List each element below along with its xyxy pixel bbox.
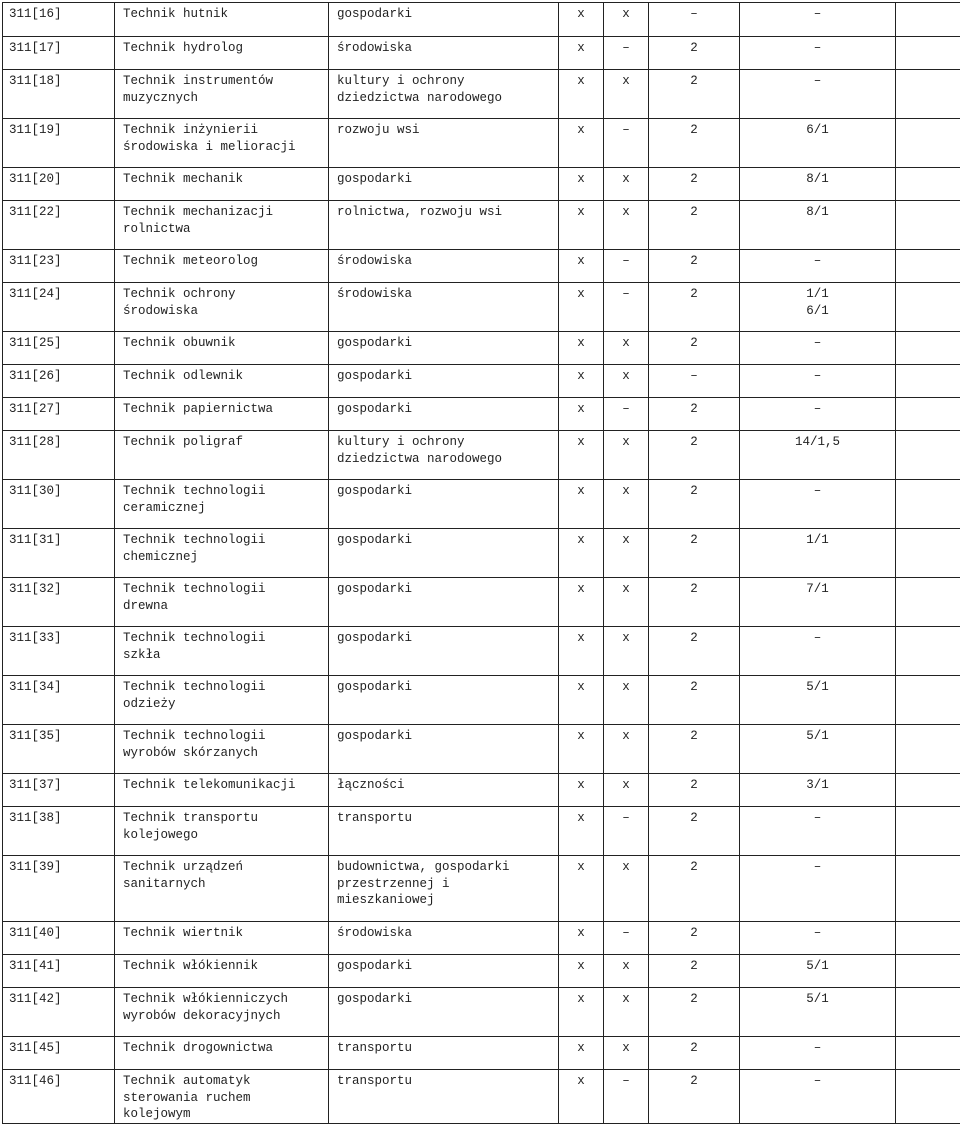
level-cell: 2 [649, 1070, 740, 1124]
extra-cell [896, 856, 960, 922]
flag-a-cell: x [559, 168, 604, 201]
code-cell: 311[16] [3, 3, 115, 37]
ratio-cell: – [740, 37, 896, 70]
code-cell: 311[23] [3, 250, 115, 283]
profession-name-cell: Technik automatyk sterowania ruchem kolejowym [115, 1070, 329, 1124]
flag-b-cell: x [604, 1037, 649, 1070]
ministry-cell: gospodarki [329, 529, 559, 578]
ministry-cell: łączności [329, 774, 559, 807]
flag-a-cell: x [559, 529, 604, 578]
table-row [3, 774, 960, 807]
flag-a-cell: x [559, 922, 604, 955]
profession-name-cell: Technik technologii wyrobów skórzanych [115, 725, 329, 774]
ratio-cell: 7/1 [740, 578, 896, 627]
table-row [3, 627, 960, 676]
ministry-cell: gospodarki [329, 578, 559, 627]
level-cell: 2 [649, 529, 740, 578]
table-row [3, 922, 960, 955]
level-cell: 2 [649, 119, 740, 168]
flag-b-cell: x [604, 201, 649, 250]
code-cell: 311[18] [3, 70, 115, 119]
extra-cell [896, 431, 960, 480]
level-cell: 2 [649, 332, 740, 365]
ratio-cell: 5/1 [740, 955, 896, 988]
extra-cell [896, 70, 960, 119]
extra-cell [896, 398, 960, 431]
flag-a-cell: x [559, 955, 604, 988]
extra-cell [896, 529, 960, 578]
level-cell: – [649, 3, 740, 37]
code-cell: 311[46] [3, 1070, 115, 1124]
table-row [3, 807, 960, 856]
profession-name-cell: Technik technologii ceramicznej [115, 480, 329, 529]
level-cell: 2 [649, 725, 740, 774]
profession-name-cell: Technik odlewnik [115, 365, 329, 398]
flag-b-cell: – [604, 283, 649, 332]
level-cell: 2 [649, 774, 740, 807]
level-cell: 2 [649, 480, 740, 529]
table-row [3, 119, 960, 168]
profession-name-cell: Technik poligraf [115, 431, 329, 480]
level-cell: 2 [649, 922, 740, 955]
level-cell: 2 [649, 37, 740, 70]
level-cell: 2 [649, 988, 740, 1037]
ratio-cell: – [740, 922, 896, 955]
table-row [3, 1070, 960, 1124]
extra-cell [896, 168, 960, 201]
ministry-cell: budownictwa, gospodarki przestrzennej i mieszkaniowej [329, 856, 559, 922]
flag-b-cell: x [604, 70, 649, 119]
code-cell: 311[37] [3, 774, 115, 807]
profession-name-cell: Technik mechanik [115, 168, 329, 201]
table-row [3, 398, 960, 431]
ratio-cell: 5/1 [740, 725, 896, 774]
ministry-cell: gospodarki [329, 955, 559, 988]
profession-name-cell: Technik hutnik [115, 3, 329, 37]
level-cell: 2 [649, 70, 740, 119]
ratio-cell: 5/1 [740, 988, 896, 1037]
table-row [3, 168, 960, 201]
ratio-cell: – [740, 3, 896, 37]
profession-name-cell: Technik urządzeń sanitarnych [115, 856, 329, 922]
profession-name-cell: Technik technologii drewna [115, 578, 329, 627]
level-cell: – [649, 365, 740, 398]
ratio-cell: – [740, 807, 896, 856]
table-row [3, 431, 960, 480]
table-row [3, 3, 960, 37]
table-row [3, 725, 960, 774]
ratio-cell: 5/1 [740, 676, 896, 725]
code-cell: 311[41] [3, 955, 115, 988]
profession-name-cell: Technik technologii odzieży [115, 676, 329, 725]
code-cell: 311[32] [3, 578, 115, 627]
flag-b-cell: x [604, 529, 649, 578]
table-body [3, 3, 960, 1124]
ministry-cell: gospodarki [329, 480, 559, 529]
flag-b-cell: x [604, 676, 649, 725]
ratio-cell: – [740, 1070, 896, 1124]
ministry-cell: transportu [329, 807, 559, 856]
ministry-cell: gospodarki [329, 332, 559, 365]
extra-cell [896, 283, 960, 332]
table-row [3, 332, 960, 365]
extra-cell [896, 250, 960, 283]
flag-a-cell: x [559, 119, 604, 168]
profession-name-cell: Technik telekomunikacji [115, 774, 329, 807]
extra-cell [896, 988, 960, 1037]
flag-b-cell: – [604, 1070, 649, 1124]
flag-a-cell: x [559, 250, 604, 283]
flag-a-cell: x [559, 70, 604, 119]
flag-b-cell: – [604, 37, 649, 70]
profession-name-cell: Technik transportu kolejowego [115, 807, 329, 856]
flag-a-cell: x [559, 332, 604, 365]
code-cell: 311[33] [3, 627, 115, 676]
flag-a-cell: x [559, 856, 604, 922]
table-row [3, 529, 960, 578]
profession-name-cell: Technik technologii chemicznej [115, 529, 329, 578]
ministry-cell: gospodarki [329, 168, 559, 201]
ratio-cell: – [740, 480, 896, 529]
flag-a-cell: x [559, 988, 604, 1037]
extra-cell [896, 332, 960, 365]
code-cell: 311[30] [3, 480, 115, 529]
extra-cell [896, 676, 960, 725]
level-cell: 2 [649, 250, 740, 283]
ratio-cell: – [740, 70, 896, 119]
ratio-cell: 1/1 [740, 529, 896, 578]
code-cell: 311[25] [3, 332, 115, 365]
profession-name-cell: Technik obuwnik [115, 332, 329, 365]
table-row [3, 1037, 960, 1070]
code-cell: 311[20] [3, 168, 115, 201]
flag-a-cell: x [559, 398, 604, 431]
ministry-cell: gospodarki [329, 398, 559, 431]
ministry-cell: gospodarki [329, 988, 559, 1037]
ministry-cell: środowiska [329, 922, 559, 955]
flag-b-cell: – [604, 807, 649, 856]
flag-b-cell: x [604, 578, 649, 627]
table-row [3, 480, 960, 529]
ratio-cell: – [740, 398, 896, 431]
flag-b-cell: – [604, 119, 649, 168]
flag-a-cell: x [559, 1070, 604, 1124]
flag-a-cell: x [559, 431, 604, 480]
extra-cell [896, 725, 960, 774]
table-row [3, 70, 960, 119]
extra-cell [896, 480, 960, 529]
profession-name-cell: Technik technologii szkła [115, 627, 329, 676]
extra-cell [896, 955, 960, 988]
flag-a-cell: x [559, 1037, 604, 1070]
flag-a-cell: x [559, 201, 604, 250]
profession-name-cell: Technik wiertnik [115, 922, 329, 955]
table-row [3, 676, 960, 725]
profession-name-cell: Technik inżynierii środowiska i melioracji [115, 119, 329, 168]
ratio-cell: – [740, 856, 896, 922]
flag-b-cell: – [604, 922, 649, 955]
level-cell: 2 [649, 168, 740, 201]
profession-name-cell: Technik meteorolog [115, 250, 329, 283]
flag-a-cell: x [559, 627, 604, 676]
code-cell: 311[38] [3, 807, 115, 856]
flag-b-cell: x [604, 725, 649, 774]
extra-cell [896, 119, 960, 168]
code-cell: 311[45] [3, 1037, 115, 1070]
ratio-cell: 6/1 [740, 119, 896, 168]
flag-b-cell: – [604, 398, 649, 431]
flag-a-cell: x [559, 3, 604, 37]
flag-a-cell: x [559, 578, 604, 627]
ministry-cell: kultury i ochrony dziedzictwa narodowego [329, 431, 559, 480]
code-cell: 311[24] [3, 283, 115, 332]
ratio-cell: – [740, 365, 896, 398]
table-row [3, 201, 960, 250]
flag-a-cell: x [559, 676, 604, 725]
ratio-cell: 8/1 [740, 168, 896, 201]
table-row [3, 578, 960, 627]
ratio-cell: 1/1 6/1 [740, 283, 896, 332]
level-cell: 2 [649, 676, 740, 725]
flag-a-cell: x [559, 480, 604, 529]
flag-a-cell: x [559, 37, 604, 70]
flag-a-cell: x [559, 365, 604, 398]
ministry-cell: transportu [329, 1070, 559, 1124]
profession-name-cell: Technik drogownictwa [115, 1037, 329, 1070]
table-row [3, 250, 960, 283]
extra-cell [896, 627, 960, 676]
ministry-cell: gospodarki [329, 676, 559, 725]
code-cell: 311[27] [3, 398, 115, 431]
extra-cell [896, 922, 960, 955]
flag-b-cell: x [604, 3, 649, 37]
extra-cell [896, 3, 960, 37]
code-cell: 311[42] [3, 988, 115, 1037]
table-row [3, 365, 960, 398]
code-cell: 311[31] [3, 529, 115, 578]
code-cell: 311[40] [3, 922, 115, 955]
extra-cell [896, 365, 960, 398]
flag-b-cell: x [604, 627, 649, 676]
level-cell: 2 [649, 856, 740, 922]
profession-table [2, 2, 960, 1124]
ratio-cell: – [740, 627, 896, 676]
profession-name-cell: Technik włókienniczych wyrobów dekoracyjnych [115, 988, 329, 1037]
flag-a-cell: x [559, 774, 604, 807]
ratio-cell: – [740, 1037, 896, 1070]
level-cell: 2 [649, 807, 740, 856]
profession-name-cell: Technik mechanizacji rolnictwa [115, 201, 329, 250]
ministry-cell: rolnictwa, rozwoju wsi [329, 201, 559, 250]
ministry-cell: gospodarki [329, 365, 559, 398]
flag-b-cell: x [604, 332, 649, 365]
ratio-cell: 8/1 [740, 201, 896, 250]
level-cell: 2 [649, 431, 740, 480]
ministry-cell: środowiska [329, 250, 559, 283]
flag-b-cell: x [604, 365, 649, 398]
level-cell: 2 [649, 627, 740, 676]
profession-name-cell: Technik włókiennik [115, 955, 329, 988]
level-cell: 2 [649, 283, 740, 332]
code-cell: 311[19] [3, 119, 115, 168]
code-cell: 311[22] [3, 201, 115, 250]
extra-cell [896, 201, 960, 250]
level-cell: 2 [649, 955, 740, 988]
ministry-cell: gospodarki [329, 627, 559, 676]
table-row [3, 988, 960, 1037]
ministry-cell: rozwoju wsi [329, 119, 559, 168]
level-cell: 2 [649, 201, 740, 250]
flag-b-cell: x [604, 168, 649, 201]
profession-name-cell: Technik hydrolog [115, 37, 329, 70]
table-row [3, 37, 960, 70]
flag-a-cell: x [559, 283, 604, 332]
code-cell: 311[39] [3, 856, 115, 922]
ratio-cell: – [740, 250, 896, 283]
ratio-cell: 14/1,5 [740, 431, 896, 480]
ratio-cell: 3/1 [740, 774, 896, 807]
extra-cell [896, 774, 960, 807]
ministry-cell: gospodarki [329, 725, 559, 774]
ministry-cell: transportu [329, 1037, 559, 1070]
level-cell: 2 [649, 398, 740, 431]
extra-cell [896, 578, 960, 627]
flag-a-cell: x [559, 807, 604, 856]
flag-a-cell: x [559, 725, 604, 774]
ratio-cell: – [740, 332, 896, 365]
extra-cell [896, 37, 960, 70]
flag-b-cell: – [604, 250, 649, 283]
flag-b-cell: x [604, 856, 649, 922]
extra-cell [896, 1037, 960, 1070]
table-row [3, 955, 960, 988]
table-row [3, 856, 960, 922]
flag-b-cell: x [604, 431, 649, 480]
profession-name-cell: Technik instrumentów muzycznych [115, 70, 329, 119]
table-row [3, 283, 960, 332]
ministry-cell: kultury i ochrony dziedzictwa narodowego [329, 70, 559, 119]
flag-b-cell: x [604, 955, 649, 988]
extra-cell [896, 807, 960, 856]
profession-name-cell: Technik papiernictwa [115, 398, 329, 431]
ministry-cell: środowiska [329, 37, 559, 70]
code-cell: 311[26] [3, 365, 115, 398]
level-cell: 2 [649, 1037, 740, 1070]
ministry-cell: gospodarki [329, 3, 559, 37]
level-cell: 2 [649, 578, 740, 627]
code-cell: 311[35] [3, 725, 115, 774]
code-cell: 311[17] [3, 37, 115, 70]
flag-b-cell: x [604, 988, 649, 1037]
flag-b-cell: x [604, 480, 649, 529]
flag-b-cell: x [604, 774, 649, 807]
extra-cell [896, 1070, 960, 1124]
profession-name-cell: Technik ochrony środowiska [115, 283, 329, 332]
ministry-cell: środowiska [329, 283, 559, 332]
code-cell: 311[34] [3, 676, 115, 725]
code-cell: 311[28] [3, 431, 115, 480]
